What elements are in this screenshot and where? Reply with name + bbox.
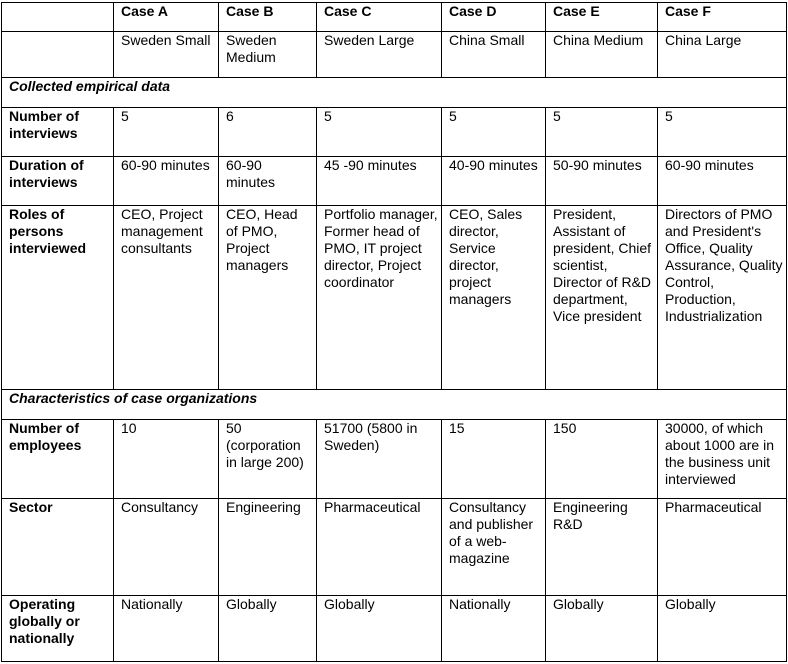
column-header-case-d: Case D: [442, 3, 546, 32]
table-cell: 10: [114, 420, 219, 499]
table-cell: 6: [219, 108, 317, 157]
subtitle-case-c: Sweden Large: [317, 32, 442, 78]
table-cell: CEO, Head of PMO, Project managers: [219, 206, 317, 390]
table-cell: CEO, Project management consultants: [114, 206, 219, 390]
section-heading-characteristics: Characteristics of case organizations: [2, 390, 787, 420]
table-cell: 60-90 minutes: [658, 157, 787, 206]
row-label-number-of-employees: Number of employees: [2, 420, 114, 499]
table-cell: 5: [658, 108, 787, 157]
row-label-number-of-interviews: Number of interviews: [2, 108, 114, 157]
table-cell: Engineering R&D: [546, 499, 658, 596]
table-cell: President, Assistant of president, Chief scientist, Director of R&D department, Vice president: [546, 206, 658, 390]
table-cell: Consultancy and publisher of a web-magazine: [442, 499, 546, 596]
table-cell: 150: [546, 420, 658, 499]
table-row: [2, 499, 787, 596]
table-row: [2, 157, 787, 206]
row-label-sector: Sector: [2, 499, 114, 596]
subtitle-corner-cell: [2, 32, 114, 78]
header-row: [2, 3, 787, 32]
column-header-case-a: Case A: [114, 3, 219, 32]
table-cell: 5: [546, 108, 658, 157]
table-cell: 60-90 minutes: [219, 157, 317, 206]
table-cell: 45 -90 minutes: [317, 157, 442, 206]
table-cell: 5: [114, 108, 219, 157]
column-header-case-e: Case E: [546, 3, 658, 32]
row-label-operating-scope: Operating globally or nationally: [2, 596, 114, 662]
table-cell: 5: [317, 108, 442, 157]
row-label-roles-interviewed: Roles of persons interviewed: [2, 206, 114, 390]
section-heading-empirical: Collected empirical data: [2, 78, 787, 108]
table-cell: Globally: [317, 596, 442, 662]
table-cell: 60-90 minutes: [114, 157, 219, 206]
table-cell: Globally: [658, 596, 787, 662]
table-cell: Globally: [219, 596, 317, 662]
table-cell: Pharmaceutical: [658, 499, 787, 596]
table-cell: 15: [442, 420, 546, 499]
table-cell: 5: [442, 108, 546, 157]
subtitle-case-b: Sweden Medium: [219, 32, 317, 78]
section-row-characteristics: [2, 390, 787, 420]
row-label-duration-of-interviews: Duration of interviews: [2, 157, 114, 206]
table-row: [2, 206, 787, 390]
subtitle-case-d: China Small: [442, 32, 546, 78]
table-cell: Pharmaceutical: [317, 499, 442, 596]
column-header-case-b: Case B: [219, 3, 317, 32]
table-cell: Consultancy: [114, 499, 219, 596]
table-cell: Portfolio manager, Former head of PMO, IT project director, Project coordinator: [317, 206, 442, 390]
table-cell: CEO, Sales director, Service director, project managers: [442, 206, 546, 390]
table-row: [2, 596, 787, 662]
table-cell: Nationally: [442, 596, 546, 662]
corner-cell: [2, 3, 114, 32]
table-cell: 50-90 minutes: [546, 157, 658, 206]
subtitle-row: [2, 32, 787, 78]
section-row-empirical: [2, 78, 787, 108]
table-cell: 30000, of which about 1000 are in the business unit interviewed: [658, 420, 787, 499]
column-header-case-c: Case C: [317, 3, 442, 32]
subtitle-case-a: Sweden Small: [114, 32, 219, 78]
table-row: [2, 420, 787, 499]
table-cell: 51700 (5800 in Sweden): [317, 420, 442, 499]
subtitle-case-f: China Large: [658, 32, 787, 78]
table-cell: 40-90 minutes: [442, 157, 546, 206]
subtitle-case-e: China Medium: [546, 32, 658, 78]
column-header-case-f: Case F: [658, 3, 787, 32]
table-cell: Directors of PMO and President's Office, Quality Assurance, Quality Control, Production, Industrialization: [658, 206, 787, 390]
table-cell: 50 (corporation in large 200): [219, 420, 317, 499]
table-cell: Engineering: [219, 499, 317, 596]
table-row: [2, 108, 787, 157]
case-comparison-table: [1, 2, 787, 662]
table-cell: Nationally: [114, 596, 219, 662]
table-cell: Globally: [546, 596, 658, 662]
